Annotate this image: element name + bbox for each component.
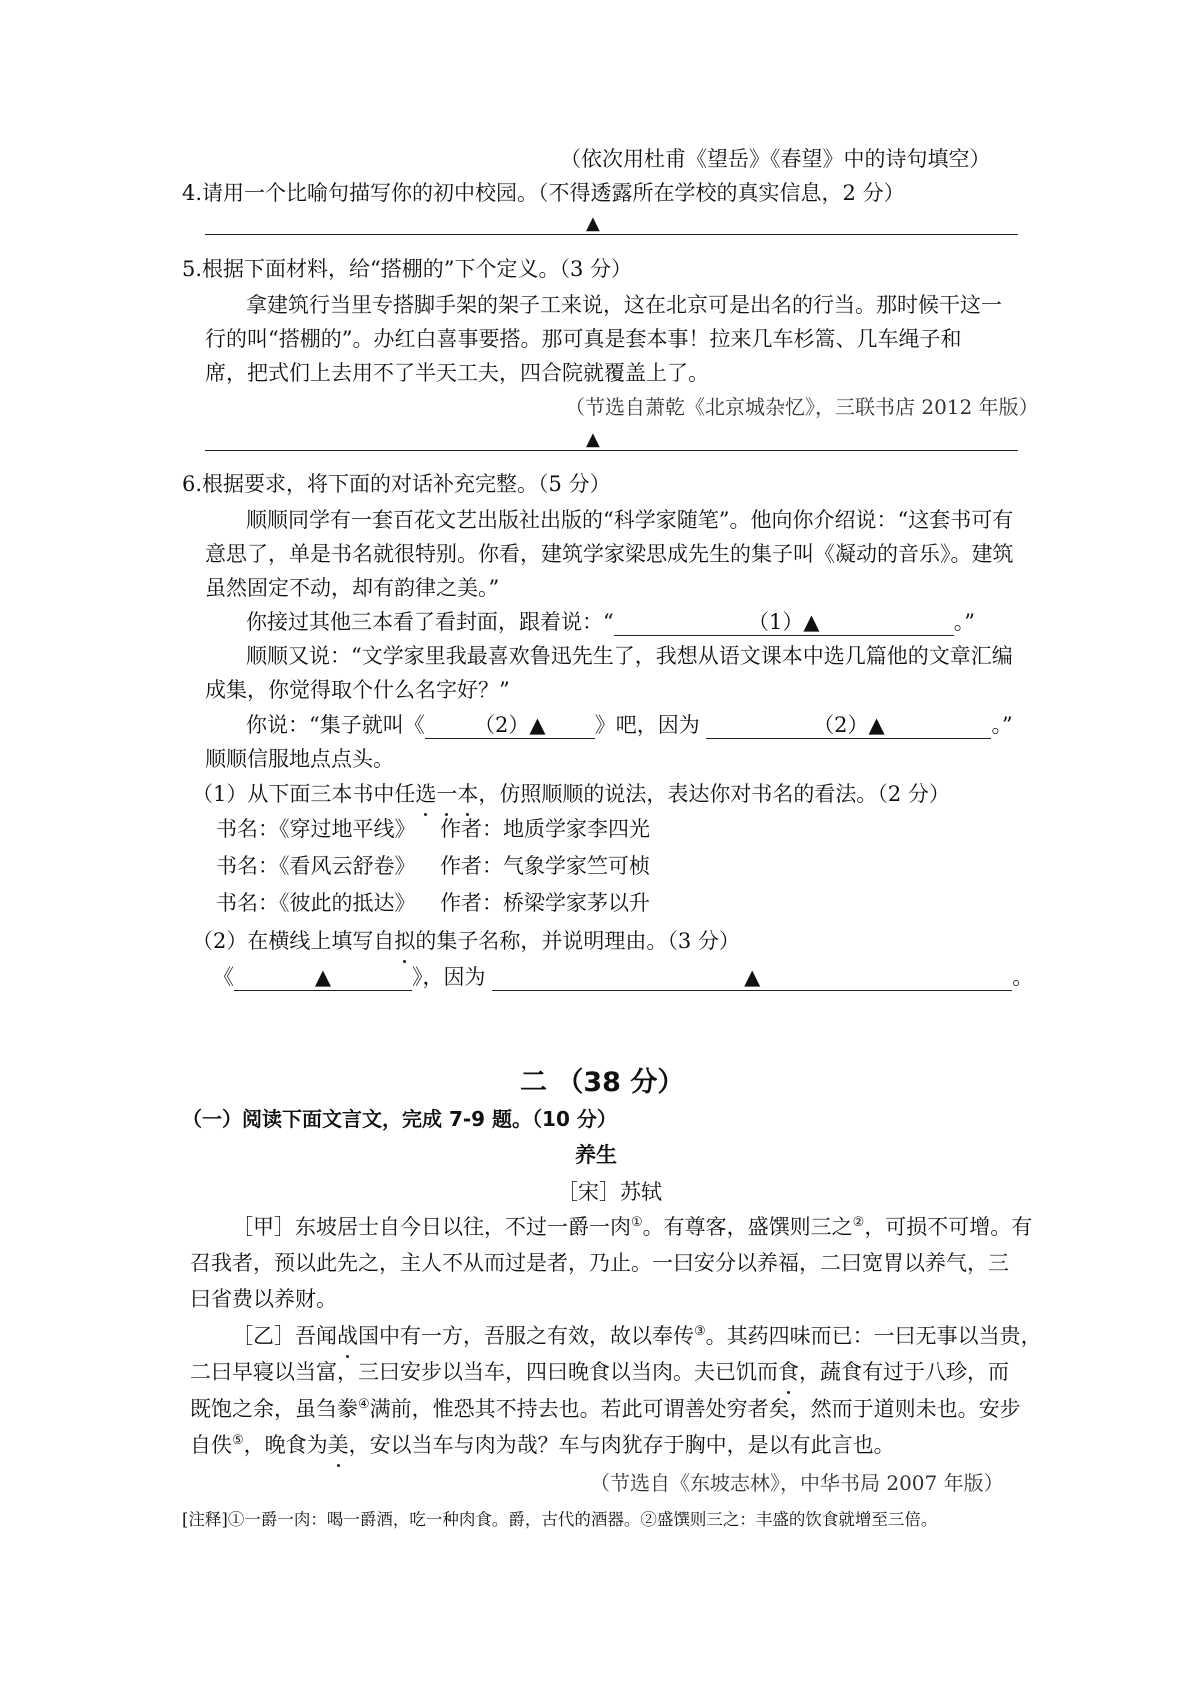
q6-sub2 — [192, 926, 740, 956]
yi-line2-a: 二曰早寝以当富，三曰安步以当车，四曰晚食以当肉。夫已饥而 — [190, 1360, 778, 1384]
q6-p2-after: 。” — [953, 610, 975, 634]
q6-p2 — [246, 607, 975, 637]
q4-answer-line[interactable] — [205, 234, 1018, 235]
q6-sub2-emph-1: 拟 — [394, 926, 415, 956]
q6-sub1-emph-1: 选 — [415, 779, 436, 809]
book-2-title: 书名：《看风云舒卷》 — [216, 854, 416, 878]
yi-line3-a: 既饱之余，虽刍豢 — [190, 1397, 358, 1421]
book-1-author: 作者：地质学家李四光 — [440, 817, 650, 841]
yi-line1-a: ［乙］吾闻 — [232, 1324, 337, 1348]
q5-para-line3: 席，把式们上去用不了半天工夫，四合院就覆盖上了。 — [205, 361, 709, 385]
q4-answer-marker: ▲ — [586, 213, 600, 234]
yi-emph-1: 战 — [337, 1321, 358, 1351]
q3-note: （依次用杜甫《望岳》《春望》中的诗句填空） — [560, 147, 991, 171]
yi-emph-2: 食 — [778, 1357, 799, 1387]
yi-line1-b: 国中有一方，吾服之有效，故以奉传 — [358, 1324, 694, 1348]
passage-yi-line4 — [190, 1430, 895, 1460]
q5-prompt: 5.根据下面材料，给“搭棚的”下个定义。（3 分） — [182, 257, 633, 281]
q6-blank-2b[interactable]: （2）▲ — [706, 712, 991, 739]
q6-answer-name-blank[interactable]: ▲ — [234, 964, 412, 991]
q5-para-line1: 拿建筑行当里专搭脚手架的架子工来说，这在北京可是出名的行当。那时候干这一 — [246, 293, 1002, 317]
q6-p4-a: 你说：“集子就叫《 — [246, 713, 425, 737]
section-2-heading: 二 （38 分） — [520, 1067, 685, 1098]
jia-line1-a: ［甲］东坡居士自今日以往，不过一爵一肉 — [232, 1215, 631, 1239]
yi-line4-b: ，晚食为 — [243, 1433, 328, 1457]
q6-sub2-a: （2）在横线上填写自 — [192, 929, 395, 953]
q6-p1-line2: 意思了，单是书名就很特别。你看，建筑学家梁思成先生的集子叫《凝动的音乐》。建筑 — [205, 542, 1014, 566]
q6-p2-before: 你接过其他三本看了看封面，跟着说：“ — [246, 610, 614, 634]
passage-yi-line3 — [190, 1394, 1021, 1424]
footnote-ref-5: ⑤ — [232, 1433, 244, 1448]
q6-ans-mid: 》，因为 — [412, 965, 486, 989]
q6-p1-line3: 虽然固定不动，却有韵律之美。” — [205, 576, 500, 600]
q5-source: （节选自萧乾《北京城杂忆》，三联书店 2012 年版） — [565, 395, 1039, 419]
yi-line3-b: 满前，惟恐其不持去也。若此可谓善处穷者矣，然而于道则未也。安步 — [369, 1397, 1021, 1421]
section-2-subheading: （一）阅读下面文言文，完成 7-9 题。（10 分） — [182, 1107, 617, 1131]
q5-para-line2: 行的叫“搭棚的”。办红白喜事要搭。那可真是套本事！拉来几车杉篙、几车绳子和 — [205, 327, 962, 351]
book-2-author: 作者：气象学家竺可桢 — [440, 854, 650, 878]
q6-prompt: 6.根据要求，将下面的对话补充完整。（5 分） — [182, 472, 611, 496]
passage-jia-line2: 召我者，预以此先之，主人不从而过是者，乃止。一曰安分以养福，二曰宽胃以养气，三 — [190, 1251, 1009, 1275]
book-1-title: 书名：《穿过地平线》 — [216, 817, 416, 841]
yi-line4-c: ，安以当车与肉为哉？车与肉犹存于胸中，是以有此言也。 — [348, 1433, 895, 1457]
passage-yi-line1 — [232, 1321, 1042, 1351]
q6-p1-line1: 顺顺同学有一套百花文艺出版社出版的“科学家随笔”。他向你介绍说：“这套书可有 — [246, 508, 1014, 532]
q6-ans-open: 《 — [213, 965, 234, 989]
yi-emph-3: 美 — [328, 1430, 349, 1460]
passage-title: 养生 — [575, 1143, 617, 1167]
yi-line4-a: 自佚 — [190, 1433, 232, 1457]
jia-line1-c: ，可损不可增。有 — [864, 1215, 1033, 1239]
q5-answer-line[interactable] — [205, 450, 1018, 451]
passage-author: ［宋］苏轼 — [557, 1180, 662, 1204]
q6-sub1-a: （1）从下面三本书中任 — [192, 782, 416, 806]
q6-blank-2a[interactable]: （2）▲ — [425, 712, 595, 739]
yi-line1-c: 。其药四味而已：一曰无事以当贵， — [705, 1324, 1042, 1348]
jia-line1-b: 。有尊客，盛馔则三之 — [642, 1215, 853, 1239]
q6-answer-reason-blank[interactable]: ▲ — [492, 964, 1012, 991]
passage-yi-line2 — [190, 1357, 1009, 1387]
q6-sub2-b: 的集子名称，并说明理由。（3 分） — [415, 929, 740, 953]
q6-blank-1[interactable]: （1）▲ — [614, 609, 954, 636]
q5-answer-marker: ▲ — [586, 429, 600, 450]
yi-line2-b: ，蔬食有过于八珍，而 — [799, 1360, 1009, 1384]
passage-jia-line1 — [232, 1212, 1032, 1242]
q4-prompt: 4.请用一个比喻句描写你的初中校园。（不得透露所在学校的真实信息，2 分） — [182, 181, 905, 205]
q6-sub1-b: ，仿照顺顺的说法，表达你对书名的看法。（2 分） — [478, 782, 950, 806]
footnote-ref-4: ④ — [358, 1397, 370, 1412]
q6-p3-line2: 成集，你觉得取个什么名字好？” — [205, 678, 510, 702]
footnote-ref-2: ② — [852, 1215, 865, 1230]
footnote-ref-3: ③ — [694, 1324, 706, 1339]
q6-p5: 顺顺信服地点点头。 — [205, 747, 394, 771]
q6-p3-line1: 顺顺又说：“文学家里我最喜欢鲁迅先生了，我想从语文课本中选几篇他的文章汇编 — [246, 644, 1013, 668]
q6-p4 — [246, 710, 1013, 740]
passage-source: （节选自《东坡志林》，中华书局 2007 年版） — [590, 1471, 1004, 1495]
q6-sub1-emph-2: 一 — [436, 779, 457, 809]
passage-notes: [注释]①一爵一肉：喝一爵酒，吃一种肉食。爵，古代的酒器。②盛馔则三之：丰盛的饮食就增至三倍。 — [182, 1510, 938, 1529]
q6-sub2-answer — [213, 962, 1033, 992]
q6-p4-c: 。” — [991, 713, 1013, 737]
book-3-author: 作者：桥梁学家茅以升 — [440, 891, 650, 915]
book-3-title: 书名：《彼此的抵达》 — [216, 891, 416, 915]
passage-jia-line3: 曰省费以养财。 — [190, 1287, 337, 1311]
q6-sub1-emph-3: 本 — [457, 779, 478, 809]
q6-ans-end: 。 — [1012, 965, 1034, 989]
q6-sub1 — [192, 779, 950, 809]
q6-p4-b: 》吧，因为 — [594, 713, 700, 737]
footnote-ref-1: ① — [631, 1215, 643, 1230]
